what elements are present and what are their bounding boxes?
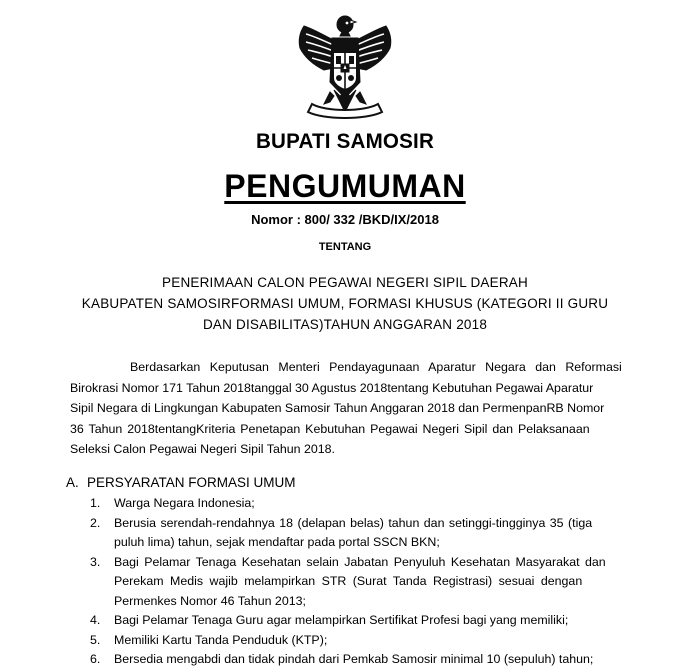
item-number: 4. <box>90 613 101 627</box>
item-number: 3. <box>90 554 101 569</box>
intro-paragraph <box>70 357 622 460</box>
intro-line: 36 Tahun 2018tentangKriteria Penetapan Kebutuhan Pegawai Negeri Sipil dan Pelaksanaan <box>70 421 590 436</box>
intro-line: Birokrasi Nomor 171 Tahun 2018tanggal 30 Agustus 2018tentang Kebutuhan Pegawai Aparatur <box>70 380 594 395</box>
list-item <box>90 611 590 631</box>
item-number: 5. <box>90 632 101 647</box>
item-text: Perekam Medis wajib melampirkan STR (Surat Tanda Registrasi) sesuai dengan <box>114 574 583 588</box>
requirements-list <box>90 494 606 670</box>
item-number: 2. <box>90 515 101 530</box>
subject-line: DAN DISABILITAS)TAHUN ANGGARAN 2018 <box>202 317 488 332</box>
item-number: 1. <box>90 496 101 510</box>
item-text: Bagi Pelamar Tenaga Kesehatan selain Jabatan Penyuluh Kesehatan Masyarakat dan <box>114 554 606 569</box>
item-number: 6. <box>90 652 101 666</box>
list-item <box>90 650 594 670</box>
about-label: TENTANG <box>318 241 372 253</box>
list-item <box>90 553 606 612</box>
garuda-pancasila-emblem-icon <box>290 12 400 124</box>
subject-line: KABUPATEN SAMOSIRFORMASI UMUM, FORMASI KHUSUS (KATEGORI II GURU <box>81 296 609 311</box>
item-text: Memiliki Kartu Tanda Penduduk (KTP); <box>114 632 328 647</box>
list-item <box>90 514 593 553</box>
section-title: PERSYARATAN FORMASI UMUM <box>87 475 296 490</box>
intro-line: Berdasarkan Keputusan Menteri Pendayagunaan Aparatur Negara dan Reformasi <box>130 360 622 374</box>
item-text: Bagi Pelamar Tenaga Guru agar melampirkan Sertifikat Profesi bagi yang memiliki; <box>114 613 569 627</box>
subject-line: PENERIMAAN CALON PEGAWAI NEGERI SIPIL DAERAH <box>162 275 528 290</box>
item-text: Warga Negara Indonesia; <box>114 496 255 510</box>
item-text: Permenkes Nomor 46 Tahun 2013; <box>114 593 306 608</box>
document-number: Nomor : 800/ 332 /BKD/IX/2018 <box>251 212 439 227</box>
item-text: Berusia serendah-rendahnya 18 (delapan belas) tahun dan setinggi-tingginya 35 (tiga <box>114 515 593 530</box>
list-item <box>90 631 590 651</box>
item-text: Bersedia mengabdi dan tidak pindah dari Pemkab Samosir minimal 10 (sepuluh) tahun; <box>114 652 594 666</box>
section-a-heading <box>66 475 296 490</box>
intro-line: Seleksi Calon Pegawai Negeri Sipil Tahun 2018. <box>70 442 335 456</box>
document-title: PENGUMUMAN <box>224 168 466 204</box>
announcement-subject <box>40 272 650 335</box>
section-letter: A. <box>66 475 79 490</box>
item-text: puluh lima) tahun, sejak mendaftar pada portal SSCN BKN; <box>114 535 440 549</box>
issuing-authority: BUPATI SAMOSIR <box>255 130 435 153</box>
list-item <box>90 494 590 514</box>
intro-line: Sipil Negara di Lingkungan Kabupaten Samosir Tahun Anggaran 2018 dan PermenpanRB Nomor <box>70 401 605 415</box>
